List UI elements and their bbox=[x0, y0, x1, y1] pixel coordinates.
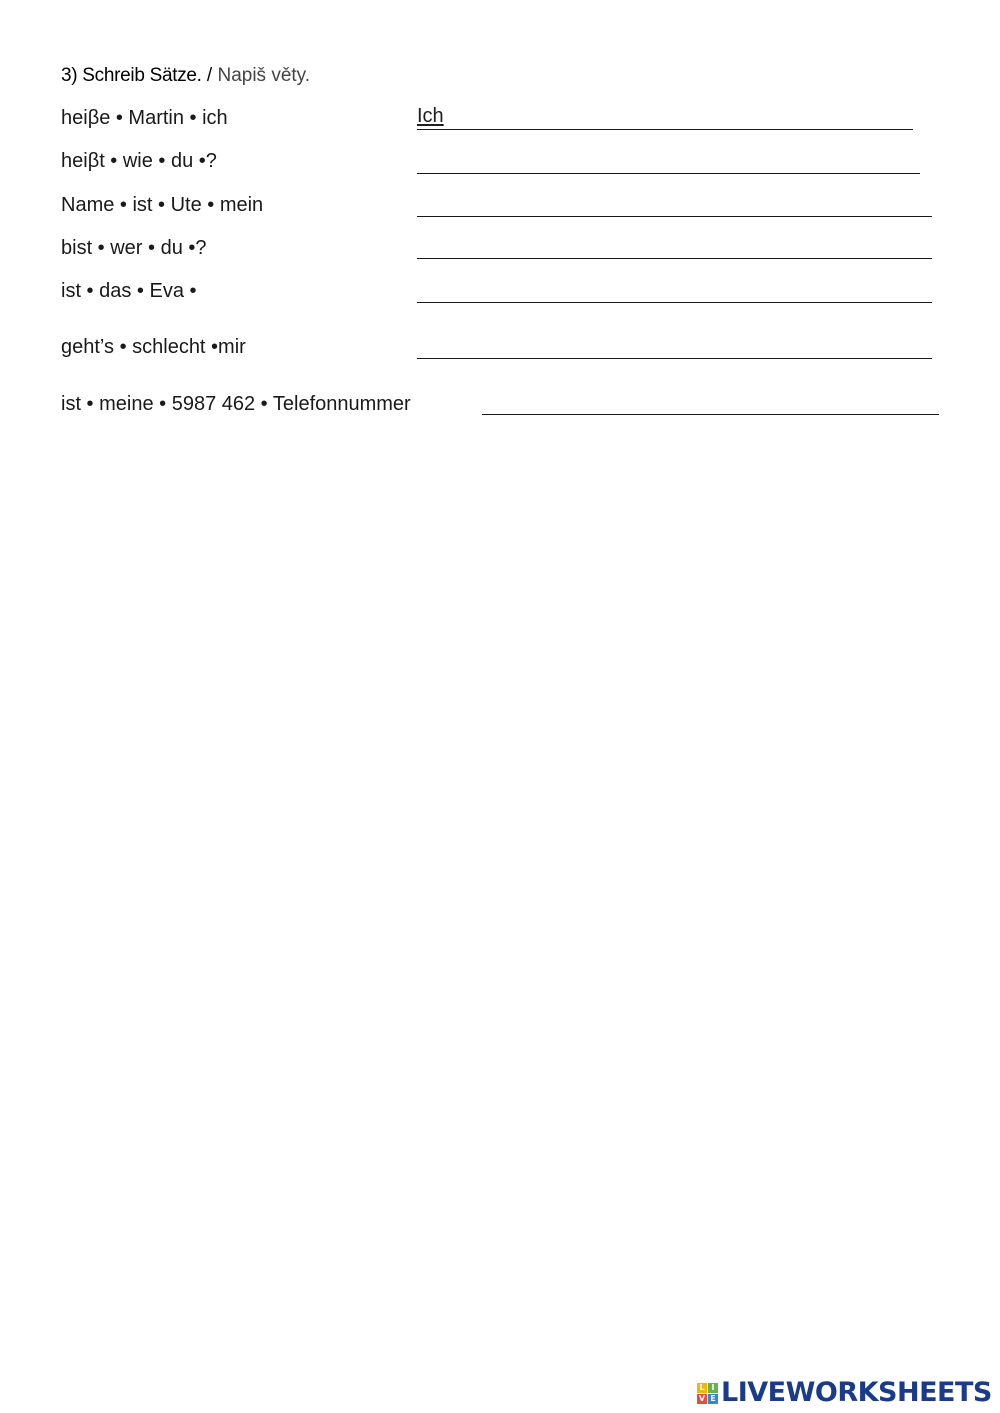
answer-field-6[interactable] bbox=[417, 333, 932, 359]
logo-blocks-icon bbox=[697, 1383, 718, 1404]
logo-block-e: E bbox=[708, 1394, 718, 1404]
logo-block-l: L bbox=[697, 1383, 707, 1393]
liveworksheets-logo bbox=[697, 1376, 992, 1410]
answer-prefill-1: Ich bbox=[417, 105, 444, 127]
answer-field-2[interactable] bbox=[417, 148, 920, 174]
heading-separator: / bbox=[206, 65, 213, 86]
prompt-5: ist • das • Eva • bbox=[61, 280, 197, 302]
answer-field-3[interactable] bbox=[417, 191, 932, 217]
logo-block-v: V bbox=[698, 1393, 706, 1403]
logo-block-i: I bbox=[708, 1383, 718, 1393]
prompt-4: bist • wer • du •? bbox=[61, 237, 207, 259]
logo-text: LIVEWORKSHEETS bbox=[721, 1377, 992, 1408]
answer-field-4[interactable] bbox=[417, 233, 932, 259]
exercise-heading bbox=[61, 64, 310, 88]
prompt-2: heiβt • wie • du •? bbox=[61, 150, 217, 172]
answer-field-1[interactable] bbox=[417, 104, 913, 130]
prompt-7: ist • meine • 5987 462 • Telefonnummer bbox=[61, 393, 411, 415]
heading-czech: Napiš věty. bbox=[217, 65, 311, 86]
heading-german: 3) Schreib Sätze. bbox=[61, 65, 202, 86]
answer-field-5[interactable] bbox=[417, 277, 932, 303]
prompt-1: heiβe • Martin • ich bbox=[61, 107, 228, 129]
prompt-3: Name • ist • Ute • mein bbox=[61, 194, 264, 216]
prompt-6: geht’s • schlecht •mir bbox=[61, 336, 246, 358]
answer-field-7[interactable] bbox=[482, 389, 939, 415]
